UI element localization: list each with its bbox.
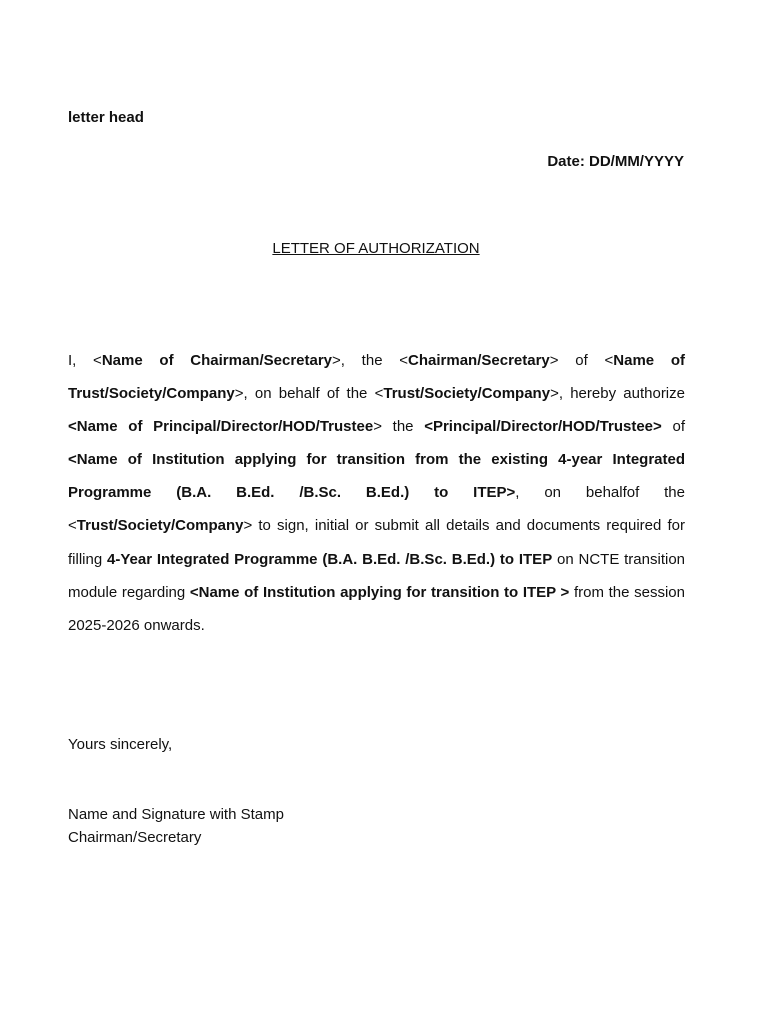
body-bold-text: Name of Chairman/Secretary: [101, 352, 333, 369]
body-text: > of <: [549, 352, 614, 369]
body-bold-text: <Name of Principal/Director/HOD/Trustee: [68, 418, 374, 436]
body-text: , on behalfof the <: [68, 484, 685, 535]
body-text: >, on behalf of the <: [234, 385, 384, 403]
date-line: Date: DD/MM/YYYY: [547, 153, 684, 170]
signature-line: Name and Signature with Stamp: [68, 806, 284, 823]
authorization-body: [68, 344, 685, 642]
signature-block: [68, 803, 284, 849]
body-bold-text: 4-Year Integrated Programme (B.A. B.Ed. /B.Sc. B.Ed.) to ITEP: [107, 550, 553, 568]
body-bold-text: <Name of Institution applying for transition from the existing 4-year Integrated Programme (B.A. B.Ed. /B.Sc. B.Ed.) to ITEP>: [68, 451, 685, 502]
body-text: >, hereby authorize: [550, 385, 685, 403]
body-text: >, the <: [332, 352, 409, 369]
body-text: from the session 2025-2026 onwards.: [68, 583, 685, 634]
letter-title: LETTER OF AUTHORIZATION: [272, 240, 480, 257]
body-bold-text: Name of Trust/Society/Company: [68, 352, 686, 403]
body-bold-text: Trust/Society/Company: [383, 385, 551, 403]
body-text: of: [661, 418, 685, 436]
letter-head-placeholder: letter head: [68, 109, 144, 126]
body-text: on NCTE transition module regarding: [68, 550, 686, 601]
body-bold-text: <Principal/Director/HOD/Trustee>: [424, 418, 662, 436]
body-text: > to sign, initial or submit all details and documents required for filling: [68, 517, 685, 568]
body-bold-text: Trust/Society/Company: [76, 517, 244, 535]
body-text: I, <: [68, 352, 102, 369]
body-bold-text: <Name of Institution applying for transition to ITEP >: [189, 583, 570, 601]
body-text: > the: [373, 418, 425, 436]
closing-salutation: Yours sincerely,: [68, 736, 173, 753]
body-bold-text: Chairman/Secretary: [408, 352, 550, 369]
signatory-designation: Chairman/Secretary: [68, 829, 202, 846]
